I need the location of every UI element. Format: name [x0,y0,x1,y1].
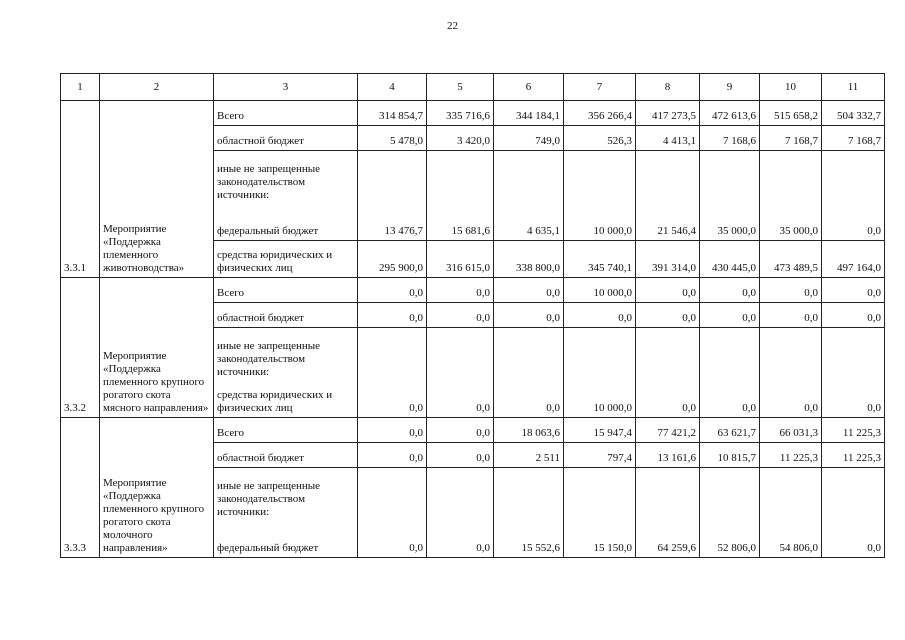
value-cell: 335 716,6 [427,101,494,126]
value-cell: 0,0 [822,204,885,241]
value-cell [358,151,427,205]
value-cell: 4 635,1 [494,204,564,241]
table-row [61,418,885,443]
value-cell [822,151,885,205]
value-cell: 0,0 [700,303,760,328]
table-row [61,101,885,126]
value-cell [636,468,700,522]
value-cell: 10 000,0 [564,381,636,418]
header-cell: 8 [636,74,700,101]
value-cell: 0,0 [494,278,564,303]
value-cell: 515 658,2 [760,101,822,126]
value-cell: 0,0 [760,303,822,328]
value-cell: 430 445,0 [700,241,760,278]
value-cell: 0,0 [494,381,564,418]
funding-source: Всего [214,278,358,303]
header-cell: 9 [700,74,760,101]
value-cell: 21 546,4 [636,204,700,241]
value-cell: 0,0 [564,303,636,328]
header-cell: 3 [214,74,358,101]
value-cell: 0,0 [822,303,885,328]
funding-source: иные не запрещенные законодательством источники: [214,151,358,205]
value-cell: 391 314,0 [636,241,700,278]
funding-source: областной бюджет [214,126,358,151]
header-row [61,74,885,101]
value-cell [822,468,885,522]
value-cell: 0,0 [427,443,494,468]
funding-source: федеральный бюджет [214,521,358,558]
header-cell: 6 [494,74,564,101]
value-cell [427,468,494,522]
value-cell: 0,0 [358,303,427,328]
funding-source: иные не запрещенные законодательством источники: [214,468,358,522]
value-cell: 0,0 [636,381,700,418]
value-cell: 52 806,0 [700,521,760,558]
value-cell: 0,0 [427,521,494,558]
value-cell [700,468,760,522]
header-cell: 4 [358,74,427,101]
page-number: 22 [447,20,458,32]
value-cell: 11 225,3 [760,443,822,468]
value-cell [427,328,494,382]
value-cell: 15 552,6 [494,521,564,558]
value-cell: 472 613,6 [700,101,760,126]
value-cell: 13 476,7 [358,204,427,241]
value-cell: 0,0 [494,303,564,328]
value-cell: 0,0 [760,381,822,418]
value-cell: 3 420,0 [427,126,494,151]
value-cell: 0,0 [822,278,885,303]
value-cell: 35 000,0 [700,204,760,241]
value-cell: 497 164,0 [822,241,885,278]
item-name: Мероприятие «Поддержка племенного животноводства» [100,101,214,278]
value-cell [760,151,822,205]
value-cell: 0,0 [636,278,700,303]
header-cell: 11 [822,74,885,101]
value-cell: 797,4 [564,443,636,468]
funding-source: средства юридических и физических лиц [214,241,358,278]
value-cell: 295 900,0 [358,241,427,278]
header-cell: 2 [100,74,214,101]
funding-source: Всего [214,418,358,443]
value-cell [358,468,427,522]
value-cell [494,151,564,205]
value-cell: 64 259,6 [636,521,700,558]
value-cell: 10 000,0 [564,278,636,303]
value-cell: 63 621,7 [700,418,760,443]
table-row [61,278,885,303]
value-cell: 7 168,6 [700,126,760,151]
value-cell [564,328,636,382]
value-cell: 0,0 [822,381,885,418]
value-cell [700,328,760,382]
funding-source: областной бюджет [214,303,358,328]
value-cell: 0,0 [822,521,885,558]
value-cell: 0,0 [700,381,760,418]
value-cell: 0,0 [427,418,494,443]
item-name: Мероприятие «Поддержка племенного крупного рогатого скота молочного направления» [100,418,214,558]
value-cell [636,151,700,205]
value-cell: 10 815,7 [700,443,760,468]
value-cell: 7 168,7 [822,126,885,151]
value-cell: 0,0 [358,418,427,443]
value-cell: 356 266,4 [564,101,636,126]
value-cell: 18 063,6 [494,418,564,443]
value-cell [427,151,494,205]
value-cell: 344 184,1 [494,101,564,126]
value-cell: 0,0 [427,303,494,328]
value-cell: 314 854,7 [358,101,427,126]
funding-source: Всего [214,101,358,126]
value-cell: 0,0 [358,381,427,418]
value-cell: 2 511 [494,443,564,468]
value-cell: 0,0 [358,443,427,468]
value-cell: 417 273,5 [636,101,700,126]
value-cell: 7 168,7 [760,126,822,151]
item-code: 3.3.3 [61,418,100,558]
value-cell: 66 031,3 [760,418,822,443]
value-cell: 35 000,0 [760,204,822,241]
value-cell [760,468,822,522]
value-cell: 15 947,4 [564,418,636,443]
value-cell: 10 000,0 [564,204,636,241]
value-cell [636,328,700,382]
value-cell [358,328,427,382]
value-cell: 749,0 [494,126,564,151]
value-cell: 15 150,0 [564,521,636,558]
value-cell: 0,0 [358,521,427,558]
header-cell: 7 [564,74,636,101]
value-cell: 0,0 [760,278,822,303]
header-cell: 1 [61,74,100,101]
value-cell: 0,0 [358,278,427,303]
item-name: Мероприятие «Поддержка племенного крупного рогатого скота мясного направления» [100,278,214,418]
value-cell [564,468,636,522]
funding-source: областной бюджет [214,443,358,468]
value-cell: 526,3 [564,126,636,151]
value-cell: 0,0 [700,278,760,303]
header-cell: 5 [427,74,494,101]
value-cell: 316 615,0 [427,241,494,278]
value-cell: 5 478,0 [358,126,427,151]
value-cell: 473 489,5 [760,241,822,278]
value-cell [700,151,760,205]
value-cell: 0,0 [636,303,700,328]
item-code: 3.3.2 [61,278,100,418]
value-cell [760,328,822,382]
value-cell: 77 421,2 [636,418,700,443]
value-cell: 345 740,1 [564,241,636,278]
value-cell: 4 413,1 [636,126,700,151]
value-cell [822,328,885,382]
value-cell: 11 225,3 [822,418,885,443]
value-cell: 0,0 [427,278,494,303]
budget-table [60,73,885,558]
value-cell: 13 161,6 [636,443,700,468]
funding-source: федеральный бюджет [214,204,358,241]
value-cell [494,328,564,382]
header-cell: 10 [760,74,822,101]
value-cell: 15 681,6 [427,204,494,241]
value-cell: 338 800,0 [494,241,564,278]
item-code: 3.3.1 [61,101,100,278]
value-cell: 0,0 [427,381,494,418]
value-cell: 504 332,7 [822,101,885,126]
value-cell [494,468,564,522]
value-cell: 54 806,0 [760,521,822,558]
value-cell [564,151,636,205]
funding-source: иные не запрещенные законодательством источники: [214,328,358,382]
funding-source: средства юридических и физических лиц [214,381,358,418]
value-cell: 11 225,3 [822,443,885,468]
